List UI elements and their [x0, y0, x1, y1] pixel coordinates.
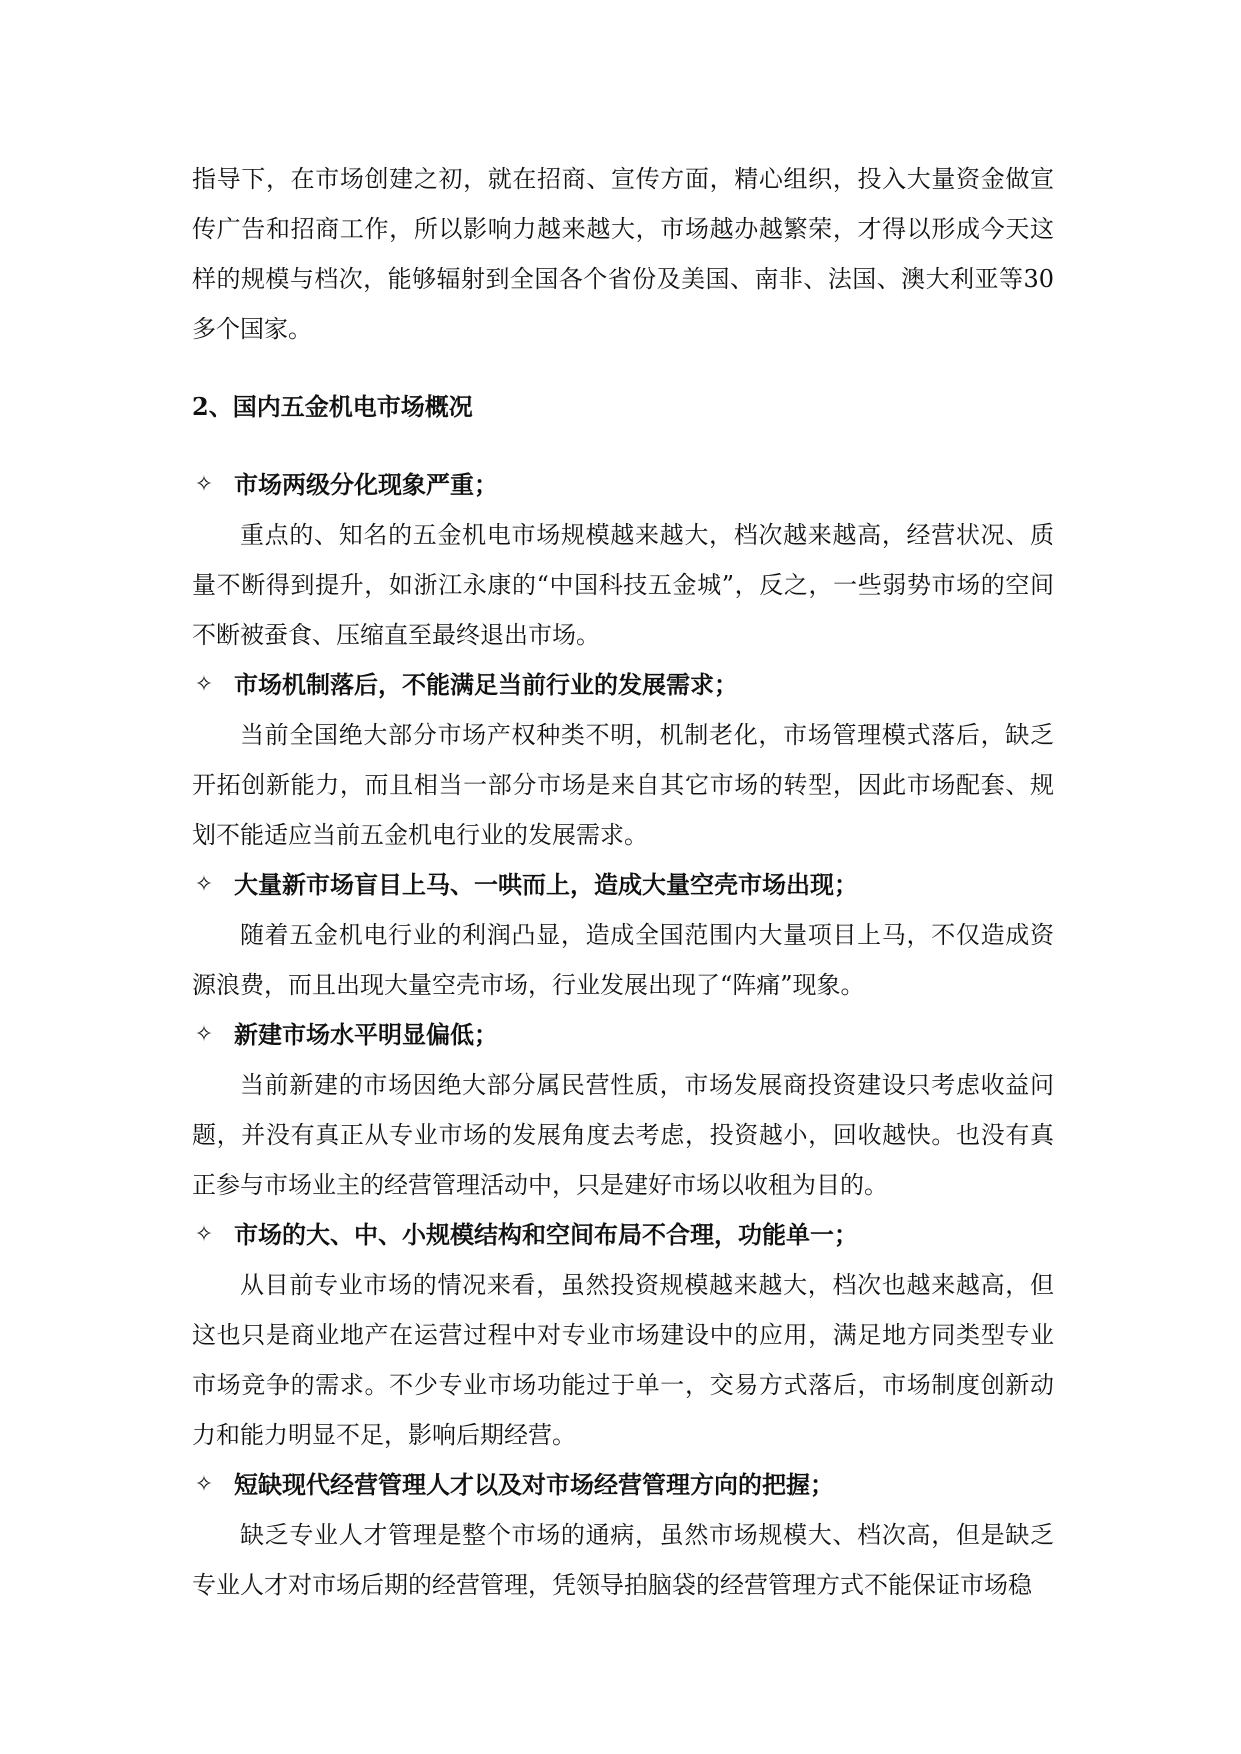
bullet-item	[192, 860, 1054, 1010]
diamond-star-icon: ✧	[194, 872, 214, 897]
bullet-item	[192, 660, 1054, 860]
document-page	[192, 154, 1054, 1610]
bullet-body: 缺乏专业人才管理是整个市场的通病，虽然市场规模大、档次高，但是缺乏专业人才对市场后期的经营管理，凭领导拍脑袋的经营管理方式不能保证市场稳	[192, 1521, 1054, 1599]
bullet-heading-text: 大量新市场盲目上马、一哄而上，造成大量空壳市场出现；	[234, 870, 858, 899]
bullet-item	[192, 1460, 1054, 1610]
bullet-body: 从目前专业市场的情况来看，虽然投资规模越来越大，档次也越来越高，但这也只是商业地产在运营过程中对专业市场建设中的应用，满足地方同类型专业市场竞争的需求。不少专业市场功能过于单一，交易方式落后，市场制度创新动力和能力明显不足，影响后期经营。	[192, 1271, 1054, 1449]
bullet-heading	[192, 460, 1054, 510]
diamond-star-icon: ✧	[194, 1222, 214, 1247]
diamond-star-icon: ✧	[194, 1472, 214, 1497]
intro-paragraph: 指导下，在市场创建之初，就在招商、宣传方面，精心组织，投入大量资金做宣传广告和招商工作，所以影响力越来越大，市场越办越繁荣，才得以形成今天这样的规模与档次，能够辐射到全国各个省份及美国、南非、法国、澳大利亚等30多个国家。	[192, 165, 1054, 343]
bullet-heading	[192, 660, 1054, 710]
bullet-item	[192, 1210, 1054, 1460]
bullet-heading-text: 市场的大、中、小规模结构和空间布局不合理，功能单一；	[234, 1220, 858, 1249]
bullet-heading-text: 短缺现代经营管理人才以及对市场经营管理方向的把握；	[234, 1470, 834, 1499]
section-title: 2、国内五金机电市场概况	[192, 392, 473, 421]
diamond-star-icon: ✧	[194, 1022, 214, 1047]
spacer	[192, 354, 1054, 382]
bullet-body: 随着五金机电行业的利润凸显，造成全国范围内大量项目上马，不仅造成资源浪费，而且出现大量空壳市场，行业发展出现了“阵痛”现象。	[192, 921, 1054, 999]
bullet-heading-text: 市场机制落后，不能满足当前行业的发展需求；	[234, 670, 738, 699]
bullet-item	[192, 1010, 1054, 1210]
bullet-body: 当前新建的市场因绝大部分属民营性质，市场发展商投资建设只考虑收益问题，并没有真正从专业市场的发展角度去考虑，投资越小，回收越快。也没有真正参与市场业主的经营管理活动中，只是建好市场以收租为目的。	[192, 1071, 1054, 1199]
bullet-heading	[192, 1460, 1054, 1510]
bullet-heading	[192, 1010, 1054, 1060]
bullet-heading	[192, 1210, 1054, 1260]
bullet-heading-text: 新建市场水平明显偏低；	[234, 1020, 498, 1049]
bullet-item	[192, 460, 1054, 660]
bullet-body: 当前全国绝大部分市场产权种类不明，机制老化，市场管理模式落后，缺乏开拓创新能力，而且相当一部分市场是来自其它市场的转型，因此市场配套、规划不能适应当前五金机电行业的发展需求。	[192, 721, 1054, 849]
bullet-heading-text: 市场两级分化现象严重；	[234, 470, 498, 499]
diamond-star-icon: ✧	[194, 672, 214, 697]
bullet-body: 重点的、知名的五金机电市场规模越来越大，档次越来越高，经营状况、质量不断得到提升，如浙江永康的“中国科技五金城”，反之，一些弱势市场的空间不断被蚕食、压缩直至最终退出市场。	[192, 521, 1054, 649]
spacer	[192, 432, 1054, 460]
diamond-star-icon: ✧	[194, 472, 214, 497]
bullet-heading	[192, 860, 1054, 910]
